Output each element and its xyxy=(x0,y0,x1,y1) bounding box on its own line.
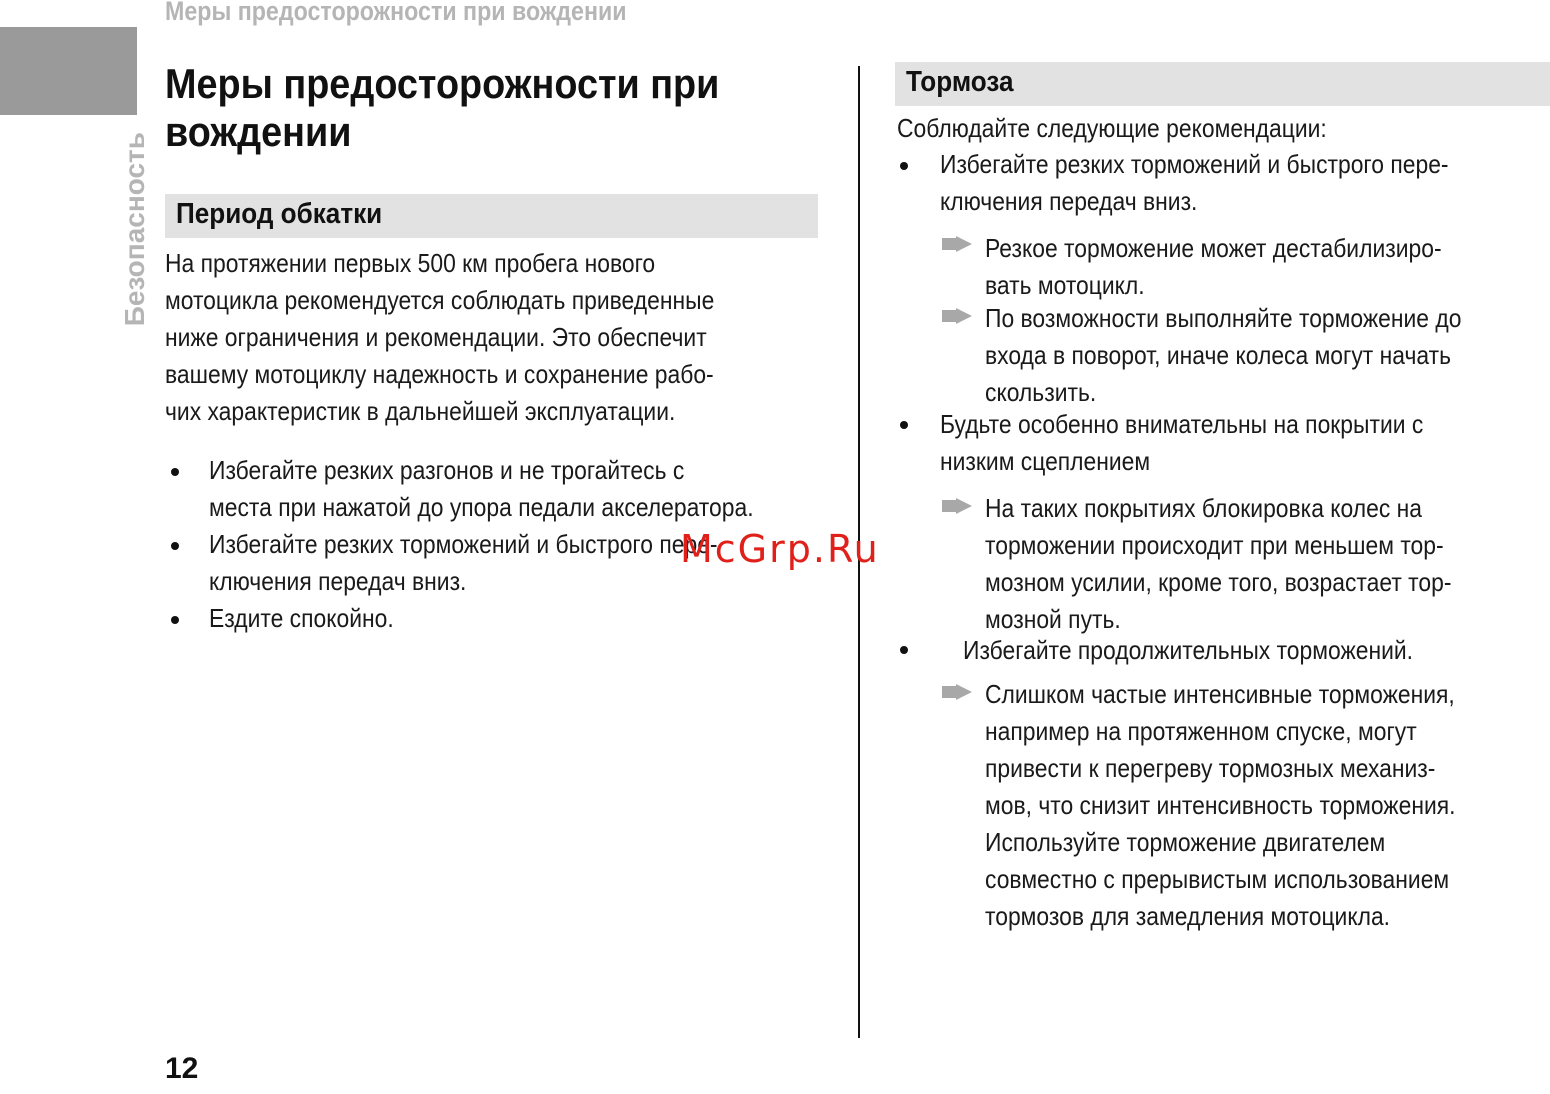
arrow-right-icon xyxy=(942,498,972,514)
list-item xyxy=(209,452,828,526)
text-line: Слишком частые интенсивные торможения, xyxy=(985,679,1455,709)
text-line: привести к перегреву тормозных механиз- xyxy=(985,753,1436,783)
bullet-dot xyxy=(171,616,179,624)
bullet-dot xyxy=(900,421,908,429)
text-line: скользить. xyxy=(985,377,1097,407)
side-section-label: Безопасность xyxy=(119,132,150,327)
right-section-header xyxy=(895,62,1550,106)
right-section-title: Тормоза xyxy=(906,66,1014,98)
left-intro-paragraph xyxy=(165,245,825,430)
page-number: 12 xyxy=(165,1052,199,1085)
right-intro xyxy=(897,110,1385,147)
page-title-line: Меры предосторожности при xyxy=(165,60,720,107)
text-line: тормозов для замедления мотоцикла. xyxy=(985,901,1391,931)
note-item xyxy=(985,300,1526,411)
text-line: низким сцеплением xyxy=(940,446,1151,476)
text-line: Избегайте продолжительных торможений. xyxy=(963,635,1414,665)
note-item xyxy=(985,490,1515,638)
text-line: например на протяженном спуске, могут xyxy=(985,716,1417,746)
text-line: ключения передач вниз. xyxy=(209,566,467,596)
text-line: На таких покрытиях блокировка колес на xyxy=(985,493,1423,523)
section-tab-block xyxy=(0,27,137,115)
bullet-dot xyxy=(900,646,908,654)
note-item xyxy=(985,676,1520,935)
text-line: места при нажатой до упора педали акселератора. xyxy=(209,492,754,522)
arrow-right-icon xyxy=(942,684,972,700)
bullet-dot xyxy=(171,542,179,550)
text-line: На протяжении первых 500 км пробега нового xyxy=(165,248,656,278)
page-title xyxy=(165,60,805,156)
text-line: входа в поворот, иначе колеса могут начать xyxy=(985,340,1452,370)
text-line: мов, что снизит интенсивность торможения. xyxy=(985,790,1456,820)
text-line: Будьте особенно внимательны на покрытии с xyxy=(940,409,1424,439)
watermark: McGrp.Ru xyxy=(680,527,880,571)
page-title-line: вождении xyxy=(165,108,352,155)
text-line: вашему мотоциклу надежность и сохранение рабо- xyxy=(165,359,714,389)
text-line: торможении происходит при меньшем тор- xyxy=(985,530,1444,560)
note-item xyxy=(985,230,1504,304)
bullet-dot xyxy=(171,468,179,476)
text-line: Ездите спокойно. xyxy=(209,603,394,633)
text-line: Избегайте резких торможений и быстрого пере- xyxy=(209,529,718,559)
text-line: ниже ограничения и рекомендации. Это обеспечит xyxy=(165,322,707,352)
bullet-dot xyxy=(900,162,908,170)
text-line: По возможности выполняйте торможение до xyxy=(985,303,1462,333)
text-line: Резкое торможение может дестабилизиро- xyxy=(985,233,1442,263)
text-line: мозном усилии, кроме того, возрастает тор- xyxy=(985,567,1452,597)
text-line: чих характеристик в дальнейшей эксплуатации. xyxy=(165,396,676,426)
text-line: мотоцикла рекомендуется соблюдать приведенные xyxy=(165,285,715,315)
text-line: мозной путь. xyxy=(985,604,1121,634)
text-line: Избегайте резких торможений и быстрого пере- xyxy=(940,149,1449,179)
running-header: Меры предосторожности при вождении xyxy=(165,0,627,26)
list-item xyxy=(963,632,1474,669)
text-line: вать мотоцикл. xyxy=(985,270,1145,300)
list-item xyxy=(940,406,1489,480)
list-item xyxy=(209,600,419,637)
arrow-right-icon xyxy=(942,308,972,324)
text-line: Соблюдайте следующие рекомендации: xyxy=(897,113,1327,143)
left-section-title: Период обкатки xyxy=(176,198,383,230)
text-line: ключения передач вниз. xyxy=(940,186,1198,216)
text-line: Используйте торможение двигателем xyxy=(985,827,1386,857)
text-line: совместно с прерывистым использованием xyxy=(985,864,1450,894)
arrow-right-icon xyxy=(942,236,972,252)
text-line: Избегайте резких разгонов и не трогайтесь с xyxy=(209,455,685,485)
list-item xyxy=(940,146,1518,220)
left-section-header xyxy=(165,194,818,238)
